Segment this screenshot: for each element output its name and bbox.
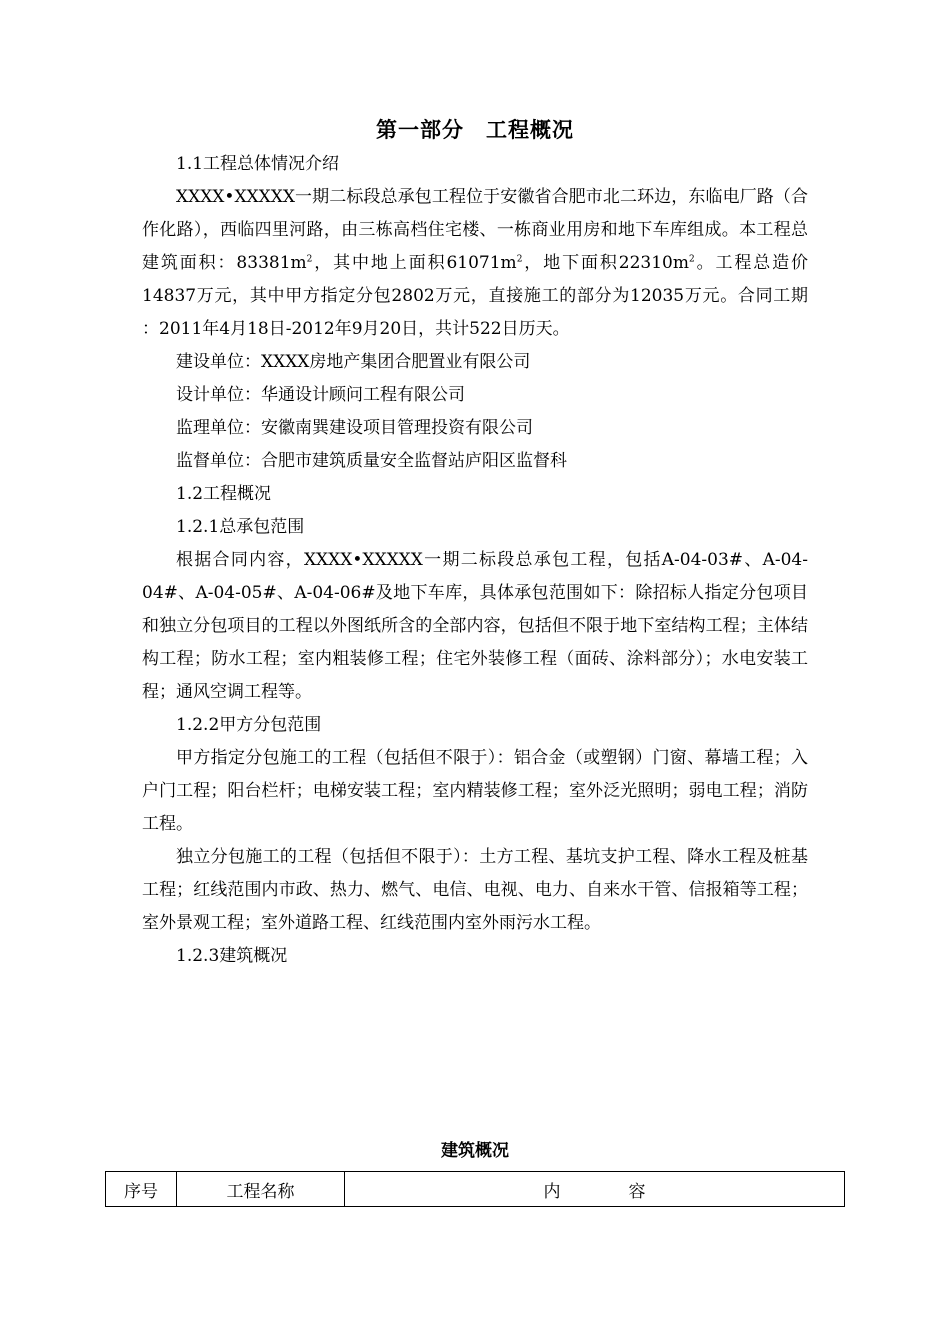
superscript: 2	[516, 254, 523, 265]
design-unit: 设计单位：华通设计顾问工程有限公司	[176, 385, 465, 405]
document-body	[142, 148, 808, 973]
subcontract-paragraph: 甲方指定分包施工的工程（包括但不限于）：铝合金（或塑钢）门窗、幕墙工程；入户门工程；阳台栏杆；电梯安装工程；室内精装修工程；室外泛光照明；弱电工程；消防工程。	[142, 748, 808, 834]
table-header-row	[106, 1172, 845, 1207]
overview-paragraph	[142, 181, 808, 346]
overview-text-c: ，地下面积22310m	[522, 253, 689, 273]
section-heading-1-2-2: 1.2.2甲方分包范围	[176, 715, 322, 735]
superscript: 2	[688, 254, 695, 265]
page-title: 第一部分 工程概况	[376, 118, 574, 142]
independent-subcontract-paragraph: 独立分包施工的工程（包括但不限于）：土方工程、基坑支护工程、降水工程及桩基工程；红线范围内市政、热力、燃气、电信、电视、电力、自来水干管、信报箱等工程；室外景观工程；室外道路工程、红线范围内室外雨污水工程。	[142, 847, 808, 933]
table-header-cell: 序号	[106, 1172, 177, 1207]
section-heading-1-2-1: 1.2.1总承包范围	[176, 517, 305, 537]
building-overview-table	[105, 1171, 845, 1207]
overview-text-a: XXXX•XXXXX一期二标段总承包工程位于安徽省合肥市北二环边，东临电厂路（合作化路），西临四里河路，由三栋高档住宅楼、一栋商业用房和地下车库组成。本工程总建筑面积：83381m	[142, 187, 808, 273]
overview-text-d: 。工程总造价14837万元，其中甲方指定分包2802万元，直接施工的部分为12035万元。合同工期 ：2011年4月18日-2012年9月20日，共计522日历天。	[142, 253, 809, 339]
section-heading-1-2-3: 1.2.3建筑概况	[176, 946, 288, 966]
overview-text-b: ，其中地上面积61071m	[312, 253, 517, 273]
superscript: 2	[306, 254, 313, 265]
scope-paragraph: 根据合同内容，XXXX•XXXXX一期二标段总承包工程，包括A-04-03#、A-04-04#、A-04-05#、A-04-06#及地下车库，具体承包范围如下：除招标人指定分包项目和独立分包项目的工程以外图纸所含的全部内容，包括但不限于地下室结构工程；主体结构工程；防水工程；室内粗装修工程；住宅外装修工程（面砖、涂料部分）；水电安装工程；通风空调工程等。	[142, 550, 808, 702]
table-title: 建筑概况	[441, 1141, 509, 1161]
section-heading-1-2: 1.2工程概况	[176, 484, 272, 504]
section-heading-1-1: 1.1工程总体情况介绍	[176, 154, 340, 174]
oversight-unit: 监督单位：合肥市建筑质量安全监督站庐阳区监督科	[176, 451, 567, 471]
table-header-cell: 工程名称	[177, 1172, 345, 1207]
table-header-cell: 内 容	[345, 1172, 845, 1207]
construction-unit: 建设单位：XXXX房地产集团合肥置业有限公司	[176, 352, 531, 372]
supervision-unit: 监理单位：安徽南巽建设项目管理投资有限公司	[176, 418, 533, 438]
